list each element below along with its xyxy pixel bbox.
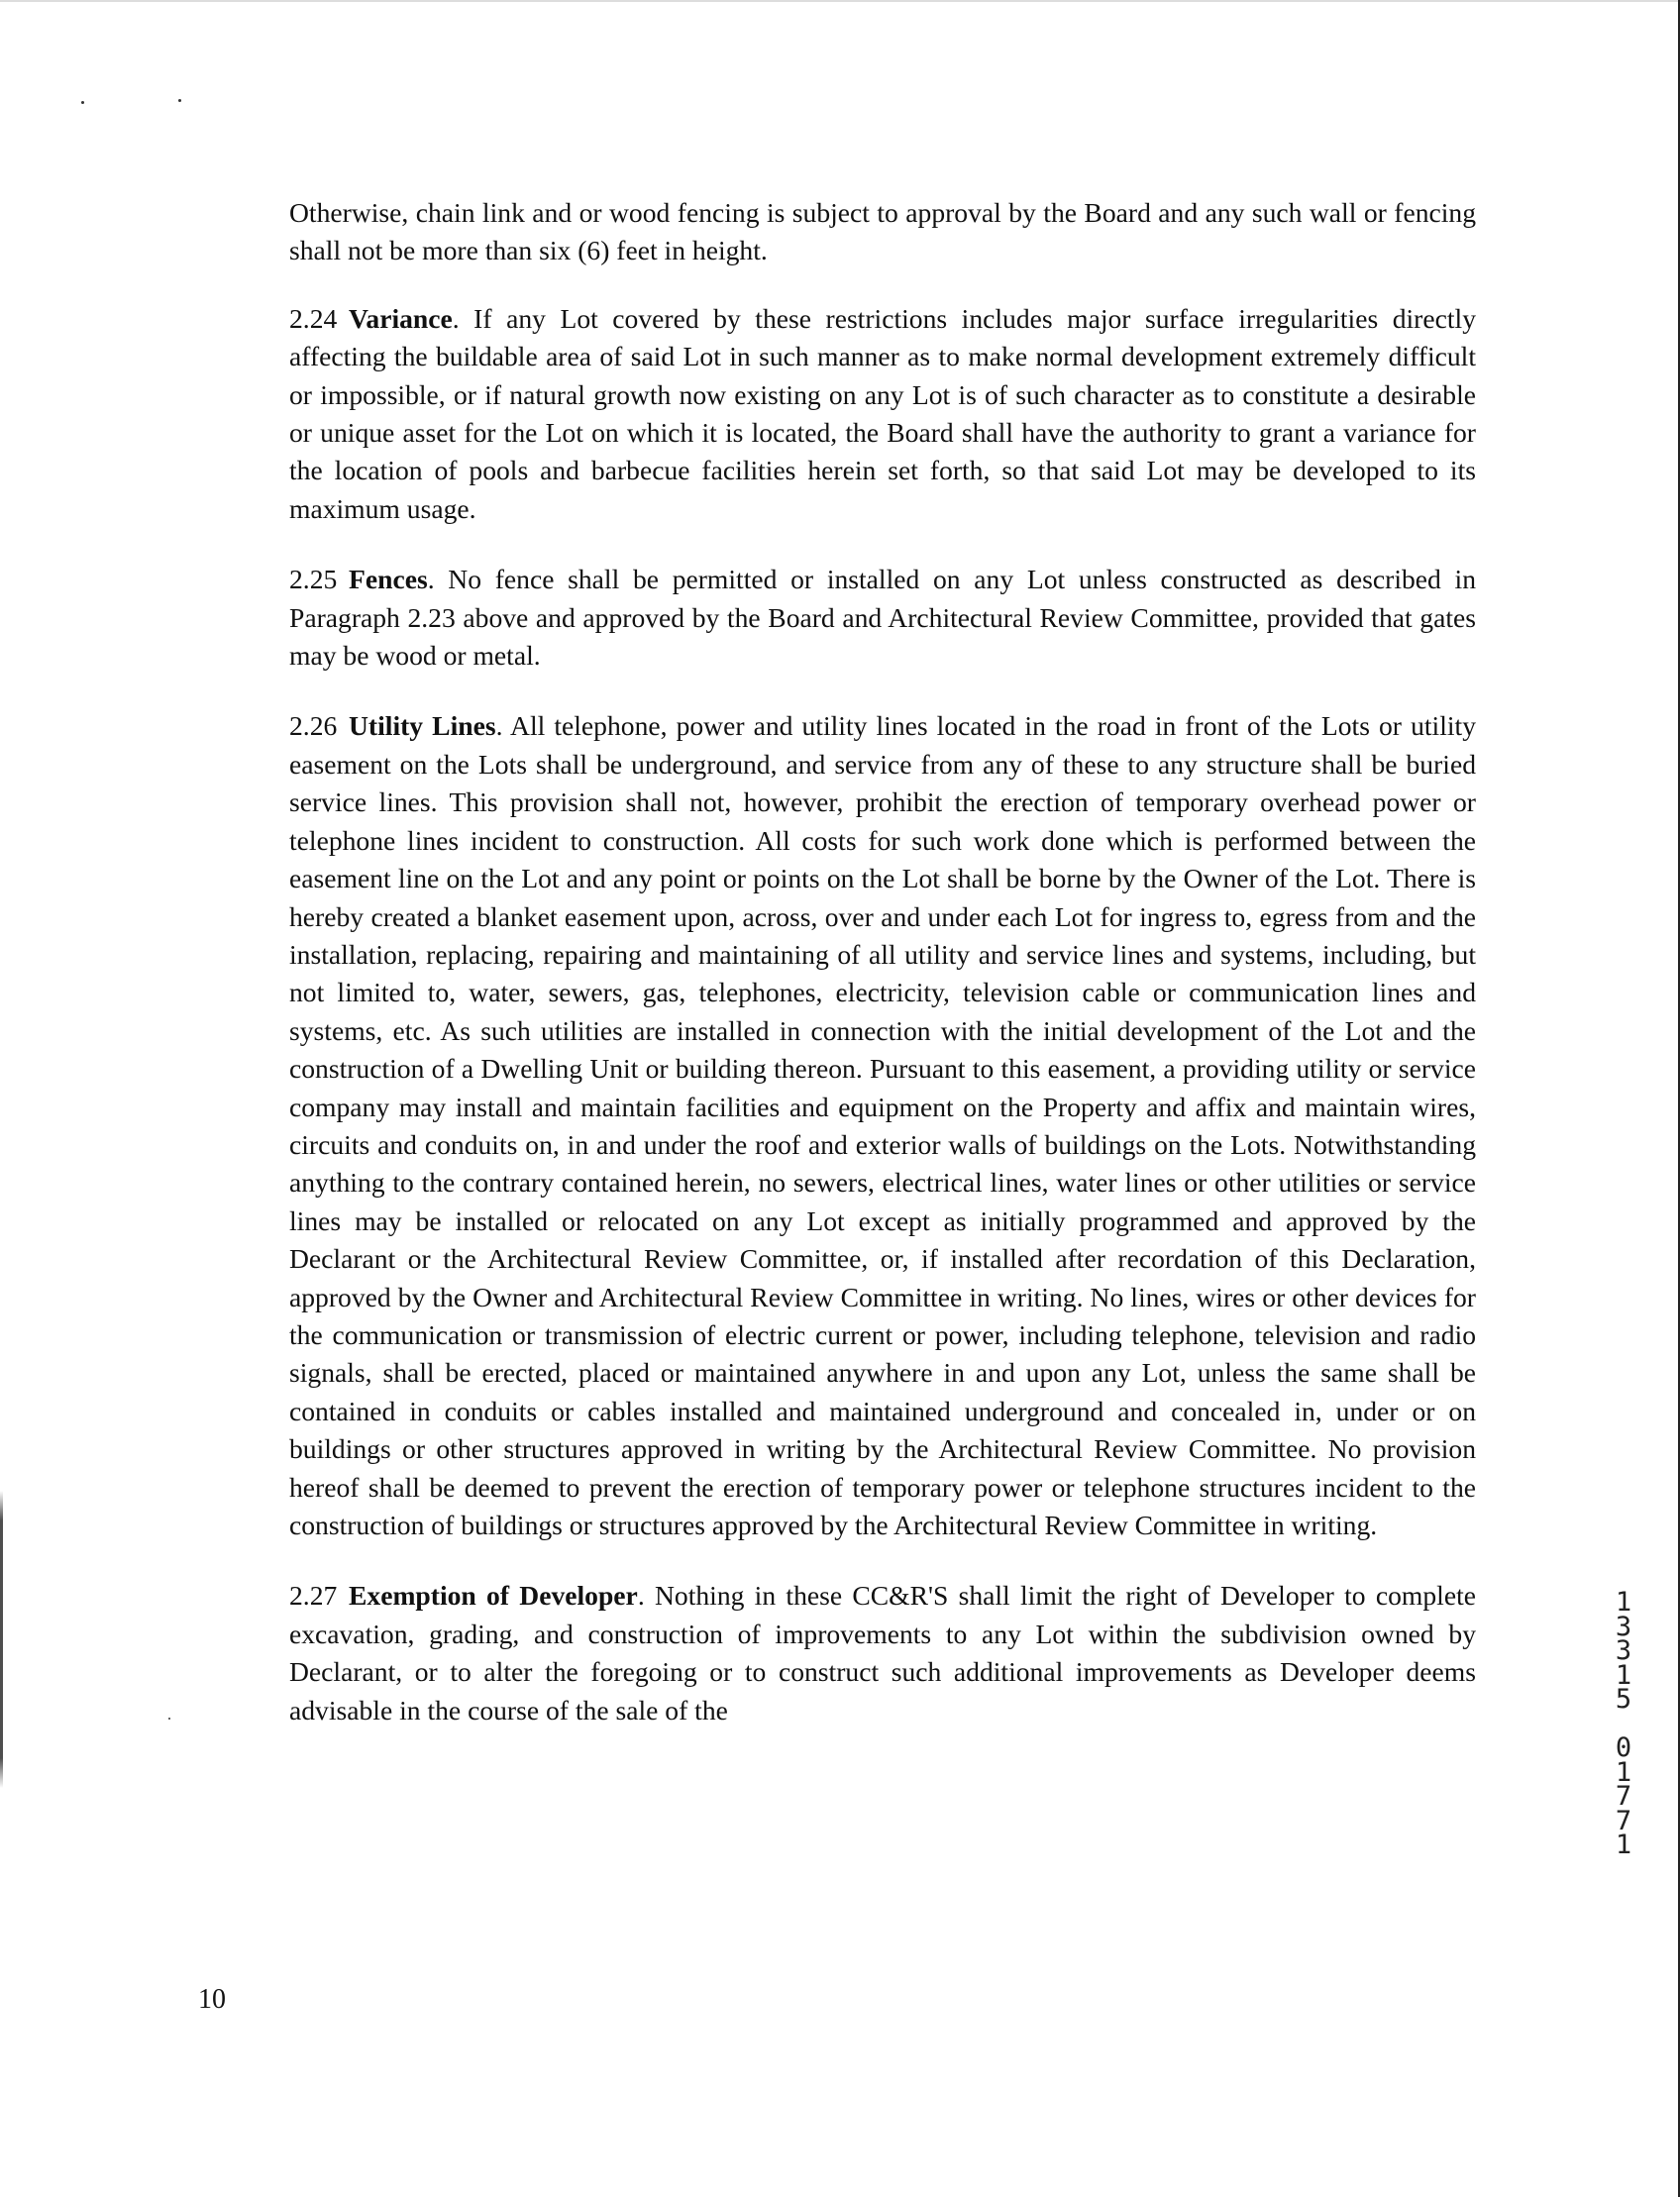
paragraph-text: . All telephone, power and utility lines located in the road in front of the Lots or utility easement on the Lots shall be underground, and service from any of these to any structure shall be buried service lines. This provision shall not, however, prohibit the erection of temporary overhead power or telephone lines incident to construction. All costs for such work done which is performed between the easement line on the Lot and any point or points on the Lot shall be borne by the Owner of the Lot. There is hereby created a blanket easement upon, across, over and under each Lot for ingress to, egress from and the installation, replacing, repairing and maintaining of all utility and service lines and systems, including, but not limited to, water, sewers, gas, telephones, electricity, television cable or communication lines and systems, etc. As such utilities are installed in connection with the initial development of the Lot and the construction of a Dwelling Unit or building thereon. Pursuant to this easement, a providing utility or service company may install and maintain facilities and equipment on the Property and affix and maintain wires, circuits and conduits on, in and under the roof and exterior walls of buildings on the Lots. Notwithstanding anything to the contrary contained herein, no sewers, electrical lines, water lines or other utilities or service lines may be installed or relocated on any Lot except as initially programmed and approved by the Declarant or the Architectural Review Committee, or, if installed after recordation of this Declaration, approved by the Owner and Architectural Review Committee in writing. No lines, wires or other devices for the communication or transmission of electric current or power, including telephone, television and radio signals, shall be erected, placed or maintained anywhere in and upon any Lot, unless the same shall be contained in conduits or cables installed and maintained underground and concealed in, under or on buildings or other structures approved in writing by the Architectural Review Committee. No provision hereof shall be deemed to prevent the erection of temporary power or telephone structures incident to the construction of buildings or structures approved by the Architectural Review Committee in writing. — [289, 710, 1476, 1540]
section-number: 2.26 — [289, 710, 338, 742]
section-2-26-utility-lines — [289, 707, 1476, 1544]
document-body — [289, 194, 1476, 1762]
stamp-digit: 0 — [1615, 1732, 1632, 1763]
paragraph-text: . If any Lot covered by these restrictions includes major surface irregularities directly affecting the buildable area of said Lot in such manner as to make normal development extremely difficult or impossible, or if natural growth now existing on any Lot is of such character as to constitute a desirable or unique asset for the Lot on which it is located, the Board shall have the authority to grant a variance for the location of pools and barbecue facilities herein set forth, so that said Lot may be developed to its maximum usage. — [289, 302, 1476, 524]
section-heading: Variance — [349, 302, 453, 334]
section-2-24-variance — [289, 300, 1476, 528]
section-number: 2.27 — [289, 1580, 338, 1612]
stamp-digit: 1 — [1615, 1756, 1632, 1788]
scan-edge-top — [0, 0, 1680, 2]
scan-speck — [168, 1718, 170, 1720]
stamp-digit: 1 — [1615, 1587, 1632, 1618]
section-heading: Exemption of Developer — [349, 1580, 638, 1612]
stamp-digit: 5 — [1615, 1684, 1632, 1715]
scan-speck — [178, 99, 181, 102]
stamp-digit: 3 — [1615, 1611, 1632, 1642]
stamp-digit: 1 — [1615, 1659, 1632, 1691]
section-2-27-exemption-of-developer — [289, 1577, 1476, 1729]
section-heading: Fences — [349, 564, 428, 595]
stamp-digit: 7 — [1615, 1805, 1632, 1836]
recording-stamp-number — [1609, 1587, 1638, 1860]
section-number: 2.25 — [289, 564, 338, 595]
page-number: 10 — [198, 1984, 226, 2015]
stamp-digit: 3 — [1615, 1635, 1632, 1666]
paragraph-text: . No fence shall be permitted or installed on any Lot unless constructed as described in Paragraph 2.23 above and approved by the Board and Architectural Review Committee, provided that gates may be wood or metal. — [289, 564, 1476, 672]
scan-edge-left — [0, 1491, 3, 1788]
paragraph-text: Otherwise, chain link and or wood fencing is subject to approval by the Board and any such wall or fencing shall not be more than six (6) feet in height. — [289, 197, 1476, 266]
stamp-digit: 1 — [1615, 1830, 1632, 1860]
paragraph-continuation — [289, 194, 1476, 270]
section-2-25-fences — [289, 561, 1476, 675]
stamp-digit: 7 — [1615, 1781, 1632, 1812]
paragraph-text: . Nothing in these CC&R'S shall limit the right of Developer to complete excavation, grading, and construction of improvements to any Lot within the subdivision owned by Declarant, or to alter the foregoing or to construct such additional improvements as Developer deems advisable in the course of the sale of the — [289, 1580, 1476, 1726]
section-heading: Utility Lines — [349, 710, 496, 742]
section-number: 2.24 — [289, 302, 338, 334]
scan-speck — [81, 101, 84, 104]
